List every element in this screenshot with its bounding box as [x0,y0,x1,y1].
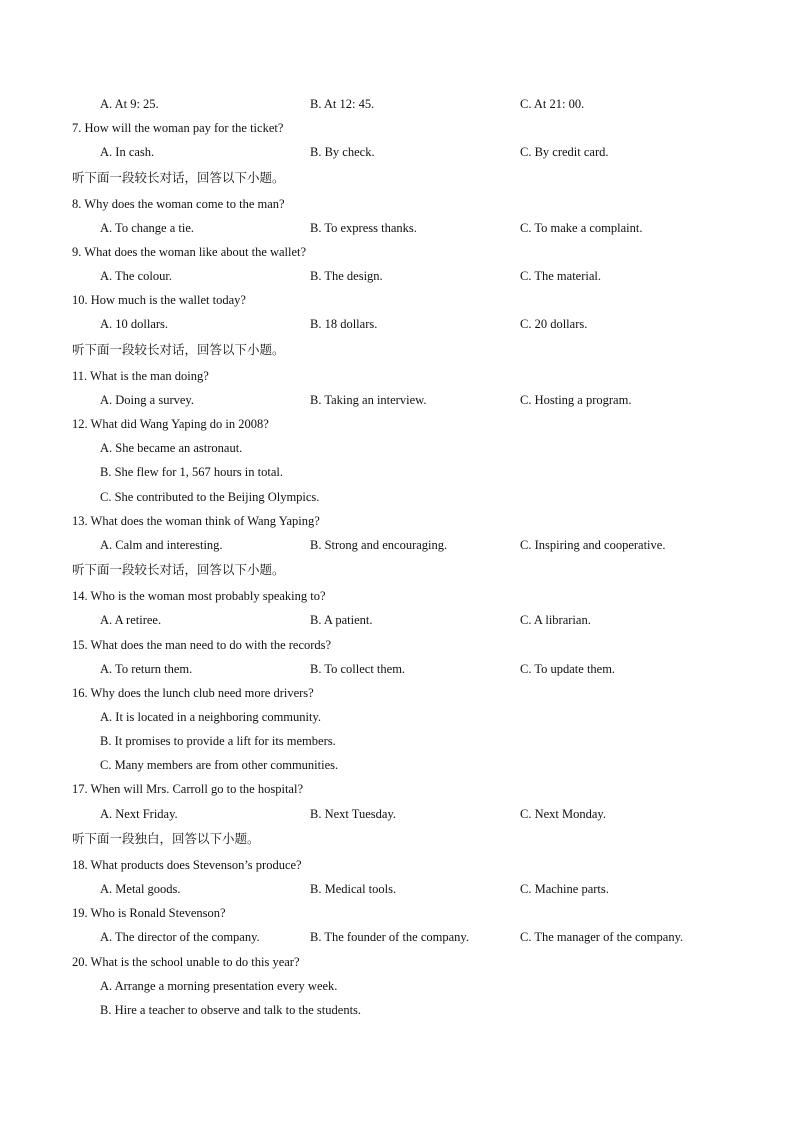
question-text: 7. How will the woman pay for the ticket? [72,121,284,135]
option-c: C. Inspiring and cooperative. [520,538,666,552]
option-a: A. At 9: 25. [100,97,159,111]
answer-options-row [100,267,760,285]
option-c: C. Hosting a program. [520,393,632,407]
answer-options-row [100,660,760,678]
question-text: 14. Who is the woman most probably speaking to? [72,589,326,603]
option-b: B. 18 dollars. [310,317,378,331]
option-a: A. The director of the company. [100,930,260,944]
answer-option: A. It is located in a neighboring community. [100,710,322,724]
option-c: C. The manager of the company. [520,930,684,944]
question-text: 8. Why does the woman come to the man? [72,197,285,211]
answer-options-row [100,928,760,946]
option-c: C. By credit card. [520,145,609,159]
option-a: A. 10 dollars. [100,317,169,331]
answer-option: A. Arrange a morning presentation every week. [100,979,338,993]
option-a: A. Calm and interesting. [100,538,223,552]
answer-option: B. It promises to provide a lift for its members. [100,734,336,748]
option-c: C. A librarian. [520,613,591,627]
section-instruction: 听下面一段较长对话，回答以下小题。 [72,562,285,577]
question-text: 17. When will Mrs. Carroll go to the hospital? [72,782,303,796]
option-c: C. 20 dollars. [520,317,588,331]
answer-option: C. She contributed to the Beijing Olympics. [100,490,320,504]
option-c: C. At 21: 00. [520,97,585,111]
option-a: A. The colour. [100,269,172,283]
answer-options-row [100,219,760,237]
answer-options-row [100,95,760,113]
option-c: C. Next Monday. [520,807,606,821]
option-a: A. A retiree. [100,613,162,627]
option-c: C. The material. [520,269,601,283]
option-b: B. A patient. [310,613,373,627]
answer-option: C. Many members are from other communities. [100,758,339,772]
answer-options-row [100,143,760,161]
answer-options-row [100,611,760,629]
option-a: A. Metal goods. [100,882,181,896]
answer-option: B. Hire a teacher to observe and talk to the students. [100,1003,362,1017]
option-a: A. Next Friday. [100,807,178,821]
answer-options-row [100,805,760,823]
option-a: A. To change a tie. [100,221,195,235]
answer-options-row [100,536,760,554]
option-a: A. In cash. [100,145,155,159]
section-instruction: 听下面一段较长对话，回答以下小题。 [72,170,285,185]
option-a: A. To return them. [100,662,193,676]
option-c: C. Machine parts. [520,882,609,896]
option-c: C. To make a complaint. [520,221,643,235]
option-a: A. Doing a survey. [100,393,194,407]
option-b: B. The design. [310,269,383,283]
answer-options-row [100,391,760,409]
option-b: B. Medical tools. [310,882,397,896]
section-instruction: 听下面一段较长对话，回答以下小题。 [72,342,285,357]
option-b: B. At 12: 45. [310,97,375,111]
question-text: 15. What does the man need to do with the records? [72,638,332,652]
question-text: 12. What did Wang Yaping do in 2008? [72,417,269,431]
option-b: B. By check. [310,145,375,159]
option-b: B. Taking an interview. [310,393,427,407]
question-text: 19. Who is Ronald Stevenson? [72,906,226,920]
option-b: B. To collect them. [310,662,406,676]
question-text: 18. What products does Stevenson’s produce? [72,858,302,872]
answer-option: B. She flew for 1, 567 hours in total. [100,465,283,479]
question-text: 10. How much is the wallet today? [72,293,246,307]
question-text: 9. What does the woman like about the wallet? [72,245,307,259]
answer-options-row [100,315,760,333]
question-text: 20. What is the school unable to do this year? [72,955,300,969]
question-text: 13. What does the woman think of Wang Yaping? [72,514,320,528]
answer-option: A. She became an astronaut. [100,441,243,455]
option-b: B. The founder of the company. [310,930,469,944]
question-text: 16. Why does the lunch club need more drivers? [72,686,314,700]
option-c: C. To update them. [520,662,616,676]
option-b: B. Next Tuesday. [310,807,397,821]
question-text: 11. What is the man doing? [72,369,209,383]
section-instruction: 听下面一段独白，回答以下小题。 [72,831,260,846]
answer-options-row [100,880,760,898]
option-b: B. Strong and encouraging. [310,538,448,552]
option-b: B. To express thanks. [310,221,417,235]
